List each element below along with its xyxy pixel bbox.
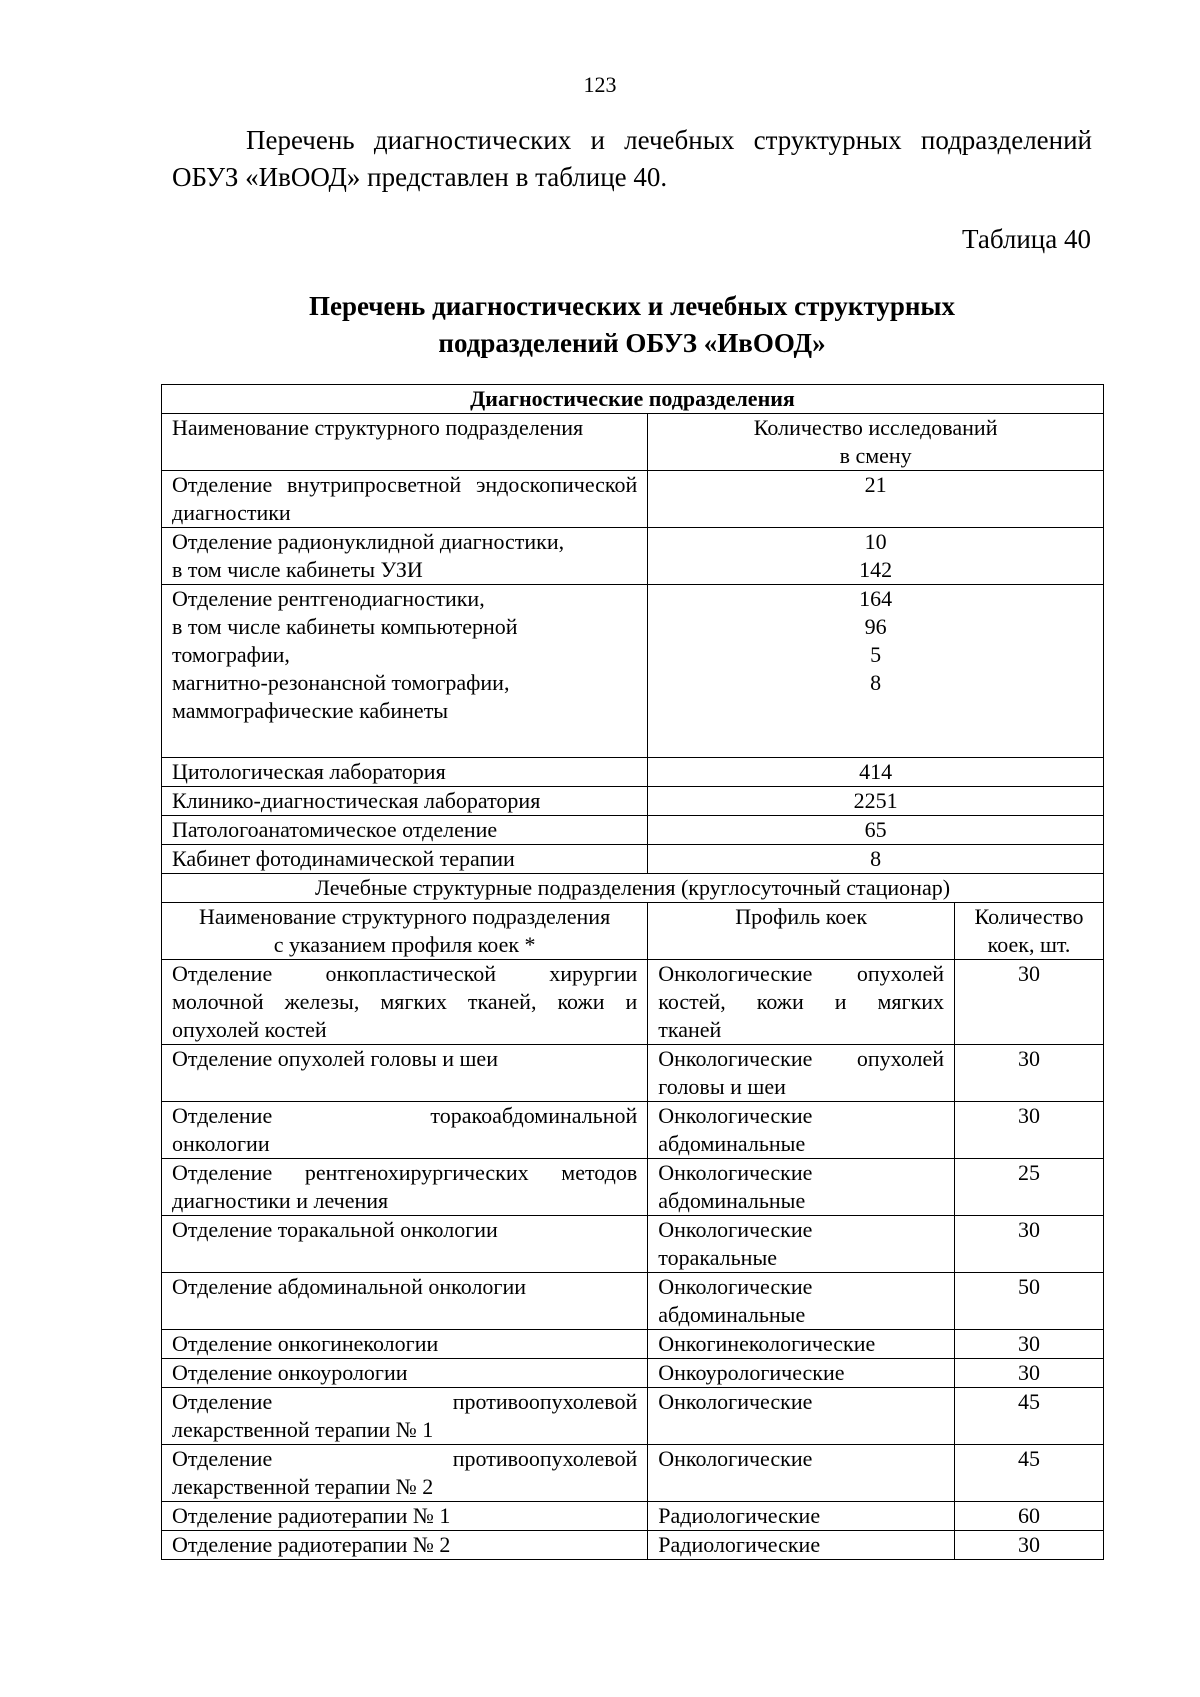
column-header-line: Количество <box>974 904 1084 929</box>
treatment-name-cell <box>162 1216 648 1273</box>
cell-line: в том числе кабинеты УЗИ <box>172 557 423 582</box>
cell-line: Онкологические <box>658 1274 813 1299</box>
treatment-rows <box>162 960 1104 1560</box>
diagnostic-rows <box>162 471 1104 874</box>
cell-line: абдоминальные <box>658 1302 806 1327</box>
cell-line: Онкологические <box>658 1446 813 1471</box>
table-row <box>162 1359 1104 1388</box>
cell-line: диагностики <box>172 500 291 525</box>
cell-value: 21 <box>864 472 887 497</box>
treatment-name-cell <box>162 1388 648 1445</box>
treatment-name-cell <box>162 1359 648 1388</box>
table-row <box>162 585 1104 758</box>
diagnostic-name-cell <box>162 585 648 758</box>
cell-line: Отделение рентгенохирургических методов <box>172 1160 638 1185</box>
page-number: 123 <box>583 72 617 97</box>
diagnostic-name-cell <box>162 471 648 528</box>
section-header-row <box>162 385 1104 414</box>
column-header-line: коек, шт. <box>987 932 1071 957</box>
treatment-name-cell <box>162 1045 648 1102</box>
intro-paragraph: Перечень диагностических и лечебных структурных подразделений ОБУЗ «ИвООД» представлен в таблице 40. <box>172 125 1092 192</box>
cell-line: Отделение абдоминальной онкологии <box>172 1274 526 1299</box>
table-row <box>162 471 1104 528</box>
treatment-name-cell <box>162 960 648 1045</box>
diagnostic-value-cell <box>648 471 1104 528</box>
table-row <box>162 1159 1104 1216</box>
cell-value: 65 <box>864 817 887 842</box>
cell-line: Отделение рентгенодиагностики, <box>172 586 485 611</box>
treatment-profile-cell <box>648 1273 955 1330</box>
table-title <box>172 288 1092 362</box>
treatment-section <box>162 874 1104 960</box>
treatment-name-cell <box>162 1445 648 1502</box>
column-header-profile: Профиль коек <box>648 903 955 960</box>
table-row <box>162 1445 1104 1502</box>
column-header-count <box>648 414 1104 471</box>
cell-line: Отделение противоопухолевой <box>172 1389 638 1414</box>
cell-line: Онкогинекологические <box>658 1331 876 1356</box>
diagnostic-name-cell <box>162 845 648 874</box>
cell-line: Отделение торакоабдоминальной <box>172 1103 638 1128</box>
subdivisions-table <box>161 384 1104 1560</box>
diagnostic-name-cell <box>162 816 648 845</box>
treatment-profile-cell <box>648 1502 955 1531</box>
cell-line: Онкоурологические <box>658 1360 845 1385</box>
treatment-beds-cell: 30 <box>955 1216 1104 1273</box>
table-row <box>162 528 1104 585</box>
treatment-profile-cell <box>648 1531 955 1560</box>
treatment-beds-cell: 30 <box>955 1531 1104 1560</box>
diagnostic-name-cell <box>162 787 648 816</box>
treatment-profile-cell <box>648 960 955 1045</box>
cell-line: Отделение внутрипросветной эндоскопической <box>172 472 638 497</box>
cell-line: в том числе кабинеты компьютерной томографии, <box>172 614 518 667</box>
column-header-line: в смену <box>839 443 912 468</box>
treatment-profile-cell <box>648 1216 955 1273</box>
cell-line: Отделение онкопластической хирургии <box>172 961 638 986</box>
table-row <box>162 960 1104 1045</box>
cell-line: торакальные <box>658 1245 777 1270</box>
cell-line: диагностики и лечения <box>172 1188 389 1213</box>
treatment-beds-cell: 30 <box>955 960 1104 1045</box>
treatment-beds-cell: 45 <box>955 1388 1104 1445</box>
treatment-beds-cell: 50 <box>955 1273 1104 1330</box>
table-row <box>162 1388 1104 1445</box>
column-header-row <box>162 903 1104 960</box>
table-title-line: Перечень диагностических и лечебных структурных <box>308 291 956 321</box>
cell-line: Отделение онкогинекологии <box>172 1331 439 1356</box>
treatment-name-cell <box>162 1159 648 1216</box>
diagnostic-value-cell <box>648 528 1104 585</box>
cell-line: костей, кожи и мягких <box>658 989 945 1014</box>
column-header-line: Количество исследований <box>753 415 998 440</box>
cell-value: 96 <box>864 614 887 639</box>
cell-value: 8 <box>870 846 882 871</box>
cell-line: тканей <box>658 1017 722 1042</box>
column-header-name <box>162 903 648 960</box>
treatment-section-title: Лечебные структурные подразделения (круглосуточный стационар) <box>162 874 1104 903</box>
treatment-beds-cell: 30 <box>955 1102 1104 1159</box>
cell-line: Отделение радиотерапии № 2 <box>172 1532 451 1557</box>
cell-value: 142 <box>859 557 893 582</box>
table-row <box>162 758 1104 787</box>
diagnostic-value-cell <box>648 758 1104 787</box>
diagnostic-section <box>162 385 1104 471</box>
cell-line: Отделение радиотерапии № 1 <box>172 1503 451 1528</box>
treatment-beds-cell: 25 <box>955 1159 1104 1216</box>
cell-line: Отделение онкоурологии <box>172 1360 408 1385</box>
cell-line: Патологоанатомическое отделение <box>172 817 498 842</box>
cell-line: абдоминальные <box>658 1131 806 1156</box>
treatment-name-cell <box>162 1531 648 1560</box>
table-label: Таблица 40 <box>962 224 1091 254</box>
cell-line: маммографические кабинеты <box>172 698 449 723</box>
column-header-beds <box>955 903 1104 960</box>
cell-line: магнитно-резонансной томографии, <box>172 670 510 695</box>
cell-value: 414 <box>859 759 893 784</box>
cell-line: Цитологическая лаборатория <box>172 759 446 784</box>
treatment-profile-cell <box>648 1445 955 1502</box>
treatment-beds-cell: 30 <box>955 1359 1104 1388</box>
cell-line: Радиологические <box>658 1532 821 1557</box>
treatment-profile-cell <box>648 1045 955 1102</box>
treatment-name-cell <box>162 1102 648 1159</box>
cell-value: 164 <box>859 586 893 611</box>
treatment-profile-cell <box>648 1102 955 1159</box>
cell-line: лекарственной терапии № 2 <box>172 1474 434 1499</box>
table-row <box>162 1045 1104 1102</box>
cell-line: Онкологические опухолей <box>658 961 945 986</box>
cell-line: головы и шеи <box>658 1074 786 1099</box>
table-row <box>162 845 1104 874</box>
treatment-beds-cell: 30 <box>955 1045 1104 1102</box>
cell-line: молочной железы, мягких тканей, кожи и <box>172 989 638 1014</box>
column-header-row <box>162 414 1104 471</box>
treatment-name-cell <box>162 1330 648 1359</box>
treatment-beds-cell: 30 <box>955 1330 1104 1359</box>
treatment-beds-cell: 60 <box>955 1502 1104 1531</box>
table-row <box>162 816 1104 845</box>
cell-line: Клинико-диагностическая лаборатория <box>172 788 541 813</box>
cell-line: Онкологические <box>658 1389 813 1414</box>
treatment-profile-cell <box>648 1330 955 1359</box>
cell-line: Кабинет фотодинамической терапии <box>172 846 515 871</box>
diagnostic-value-cell <box>648 787 1104 816</box>
cell-line: Отделение радионуклидной диагностики, <box>172 529 565 554</box>
treatment-name-cell <box>162 1273 648 1330</box>
cell-line: Онкологические <box>658 1103 813 1128</box>
table-row <box>162 787 1104 816</box>
column-header-line: Наименование структурного подразделения <box>199 904 611 929</box>
treatment-profile-cell <box>648 1359 955 1388</box>
cell-line: онкологии <box>172 1131 270 1156</box>
diagnostic-value-cell <box>648 845 1104 874</box>
cell-line: абдоминальные <box>658 1188 806 1213</box>
cell-value: 2251 <box>853 788 898 813</box>
cell-line: Отделение опухолей головы и шеи <box>172 1046 498 1071</box>
section-header-row <box>162 874 1104 903</box>
table-row <box>162 1216 1104 1273</box>
cell-line: лекарственной терапии № 1 <box>172 1417 434 1442</box>
cell-line: Онкологические <box>658 1160 813 1185</box>
diagnostic-name-cell <box>162 758 648 787</box>
cell-line: опухолей костей <box>172 1017 327 1042</box>
cell-line: Отделение торакальной онкологии <box>172 1217 498 1242</box>
diagnostic-section-title: Диагностические подразделения <box>162 385 1104 414</box>
column-header-line: с указанием профиля коек * <box>273 932 536 957</box>
table-row <box>162 1273 1104 1330</box>
diagnostic-name-cell <box>162 528 648 585</box>
table-row <box>162 1330 1104 1359</box>
cell-value: 10 <box>864 529 887 554</box>
diagnostic-value-cell <box>648 816 1104 845</box>
diagnostic-value-cell <box>648 585 1104 758</box>
cell-line: Онкологические опухолей <box>658 1046 945 1071</box>
treatment-name-cell <box>162 1502 648 1531</box>
cell-value: 8 <box>870 670 882 695</box>
table-row <box>162 1531 1104 1560</box>
treatment-profile-cell <box>648 1388 955 1445</box>
cell-line: Онкологические <box>658 1217 813 1242</box>
table-row <box>162 1502 1104 1531</box>
cell-line: Радиологические <box>658 1503 821 1528</box>
table-title-line: подразделений ОБУЗ «ИвООД» <box>438 328 826 358</box>
table-row <box>162 1102 1104 1159</box>
cell-value: 5 <box>870 642 882 667</box>
cell-line: Отделение противоопухолевой <box>172 1446 638 1471</box>
treatment-profile-cell <box>648 1159 955 1216</box>
treatment-beds-cell: 45 <box>955 1445 1104 1502</box>
column-header-name: Наименование структурного подразделения <box>162 414 648 471</box>
